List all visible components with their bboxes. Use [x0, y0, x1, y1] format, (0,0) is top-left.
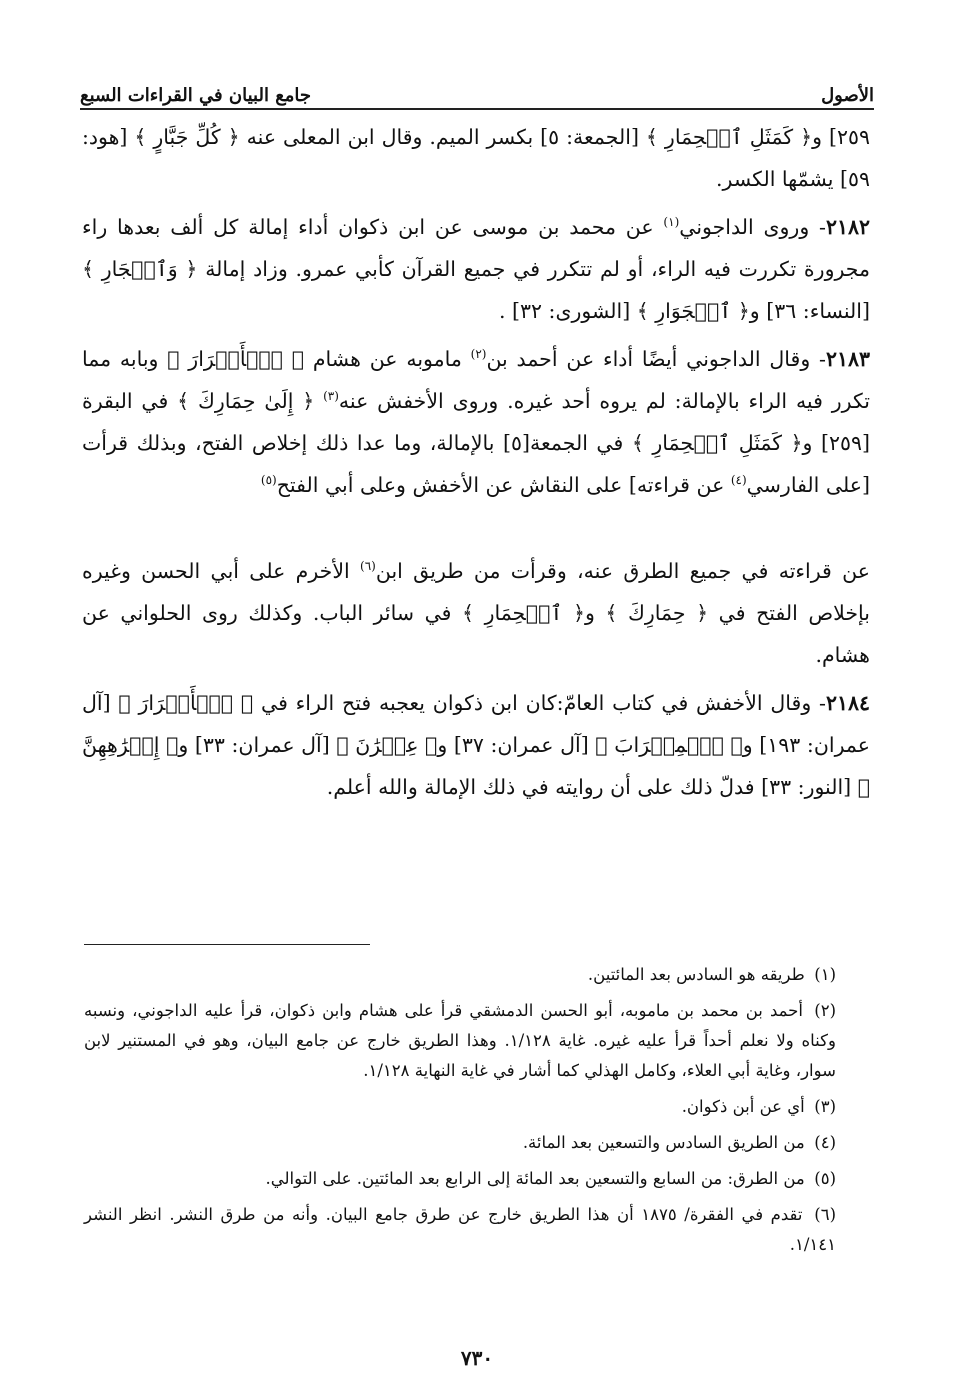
paragraph-text: ماموبه عن هشام ﴿ ٱلۡأَبۡرَارَ ﴾ وبابه مما تكرر فيه الراء بالإمالة: لم يروه أحد غيره. وروى الأخفش عنه	[82, 347, 870, 413]
footnote-text: أي عن أبن ذكوان.	[681, 1097, 805, 1116]
footnote-number: (١)	[814, 965, 836, 984]
paragraph-text: عن قراءته في جميع الطرق عنه، وقرأت من طريق ابن	[375, 559, 870, 583]
paragraph-text: - وقال الداجوني أيضًا أداء عن أحمد بن	[486, 347, 826, 371]
footnote-rule	[84, 944, 370, 945]
paragraph-gap	[82, 512, 870, 550]
footnote-number: (٢)	[814, 1001, 836, 1020]
footnote-ref[interactable]: (٣)	[323, 389, 339, 404]
paragraph-number: ٢١٨٤	[825, 691, 870, 715]
paragraph-number: ٢١٨٢	[825, 215, 870, 239]
footnote-ref[interactable]: (١)	[663, 215, 680, 230]
paragraph-text: ﴿ إِلَىٰ حِمَارِكَ ﴾ في البقرة [٢٥٩] و﴿ كَمَثَلِ ٱلۡحِمَارِ ﴾ في الجمعة[٥] بالإمالة، وما عدا ذلك إخلاص الفتح، وبذلك قرأت [على الفارسي	[82, 389, 871, 497]
footnote-number: (٤)	[814, 1133, 836, 1152]
footnote-ref[interactable]: (٤)	[730, 473, 747, 488]
paragraph-number: ٢١٨٣	[825, 347, 870, 371]
footnote-text: من الطرق: من السابع والتسعين بعد المائة إلى الرابع بعد المائتين. على التوالي.	[265, 1169, 805, 1188]
footnote-number: (٦)	[814, 1205, 836, 1224]
main-text	[82, 116, 870, 814]
section-title: الأصول	[821, 85, 874, 106]
paragraph-text: ٢٥٩] و﴿ كَمَثَلِ ٱلۡحِمَارِ ﴾ [الجمعة: ٥] بكسر الميم. وقال ابن المعلى عنه ﴿ كُلِّ جَبَّارٍ ﴾ [هود: ٥٩] يشمّها الكسر.	[82, 125, 871, 191]
footnote	[84, 1128, 836, 1158]
paragraph-continuation	[82, 116, 870, 200]
footnote	[84, 1164, 836, 1194]
footnote-ref[interactable]: (٦)	[360, 559, 376, 574]
footnote	[84, 960, 836, 990]
paragraph-text: الأخرم على أبي الحسن وغيره بإخلاص الفتح في ﴿ حِمَارِكَ ﴾ و﴿ ٱلۡحِمَارِ ﴾ في سائر الباب. وكذلك روى الحلواني عن هشام.	[82, 559, 870, 667]
footnote-ref[interactable]: (٢)	[470, 347, 487, 362]
paragraph-text: - وقال الأخفش في كتاب العامّ:كان ابن ذكوان يعجبه فتح الراء في ﴿ ٱلۡأَبۡرَارَ ﴾ [آل عمران: ١٩٣] و﴿ ٱلۡمِحۡرَابَ ﴾ [آل عمران: ٣٧] و﴿ عِمۡرَٰنَ ﴾ [آل عمران: ٣٣] و﴿ إِكۡرَٰهِهِنَّ ﴾ [النور: ٣٣] فدلّ ذلك على أن روايته في ذلك الإمالة والله أعلم.	[82, 691, 870, 799]
footnote-text: طريقه هو السادس بعد المائتين.	[587, 965, 805, 984]
footnote	[84, 1200, 836, 1260]
footnote-text: أحمد بن محمد بن ماموبه، أبو الحسن الدمشقي قرأ على هشام وابن ذكوان، قرأ عليه الداجوني، ونسبه وكناه ولا نعلم أحداً قرأ عليه غيره. غاية ١/١٢٨. وهذا الطريق خارج عن جامع البيان، وهو في المستنير لابن سوار، وغاية أبي العلاء، وكامل الهذلي كما أشار في غاية النهاية ١/١٢٨.	[84, 1001, 836, 1080]
footnotes	[84, 960, 836, 1266]
paragraph-text: عن قراءته] على النقاش عن الأخفش وعلى أبي الفتح	[276, 473, 731, 497]
paragraph-2182	[82, 206, 870, 332]
running-head	[80, 70, 874, 106]
paragraph-2183	[82, 338, 870, 506]
paragraph-text: - وروى الداجوني	[679, 215, 826, 239]
footnote-number: (٥)	[814, 1169, 836, 1188]
footnote-ref[interactable]: (٥)	[260, 473, 277, 488]
footnote	[84, 1092, 836, 1122]
footnote-text: تقدم في الفقرة/ ١٨٧٥ أن هذا الطريق خارج عن طرق جامع البيان. وأنه من طرق النشر. انظر النشر ١/١٤١.	[84, 1205, 836, 1254]
paragraph-text: عن محمد بن موسى عن ابن ذكوان أداء إمالة كل ألف بعدها راء مجرورة تكررت فيه الراء، أو لم تتكرر في جميع القرآن كأبي عمرو. وزاد إمالة ﴿ وَٱلۡجَارِ ﴾ [النساء: ٣٦] و﴿ ٱلۡجَوَارِ ﴾ [الشورى: ٣٢] .	[82, 215, 870, 323]
footnote	[84, 996, 836, 1086]
footnote-text: من الطريق السادس والتسعين بعد المائة.	[522, 1133, 805, 1152]
book-title: جامع البيان في القراءات السبع	[80, 85, 312, 106]
paragraph-continuation-2	[82, 550, 870, 676]
footnote-number: (٣)	[814, 1097, 836, 1116]
paragraph-2184	[82, 682, 870, 808]
header-rule	[80, 108, 874, 110]
page-number: ٧٣٠	[460, 1346, 494, 1370]
